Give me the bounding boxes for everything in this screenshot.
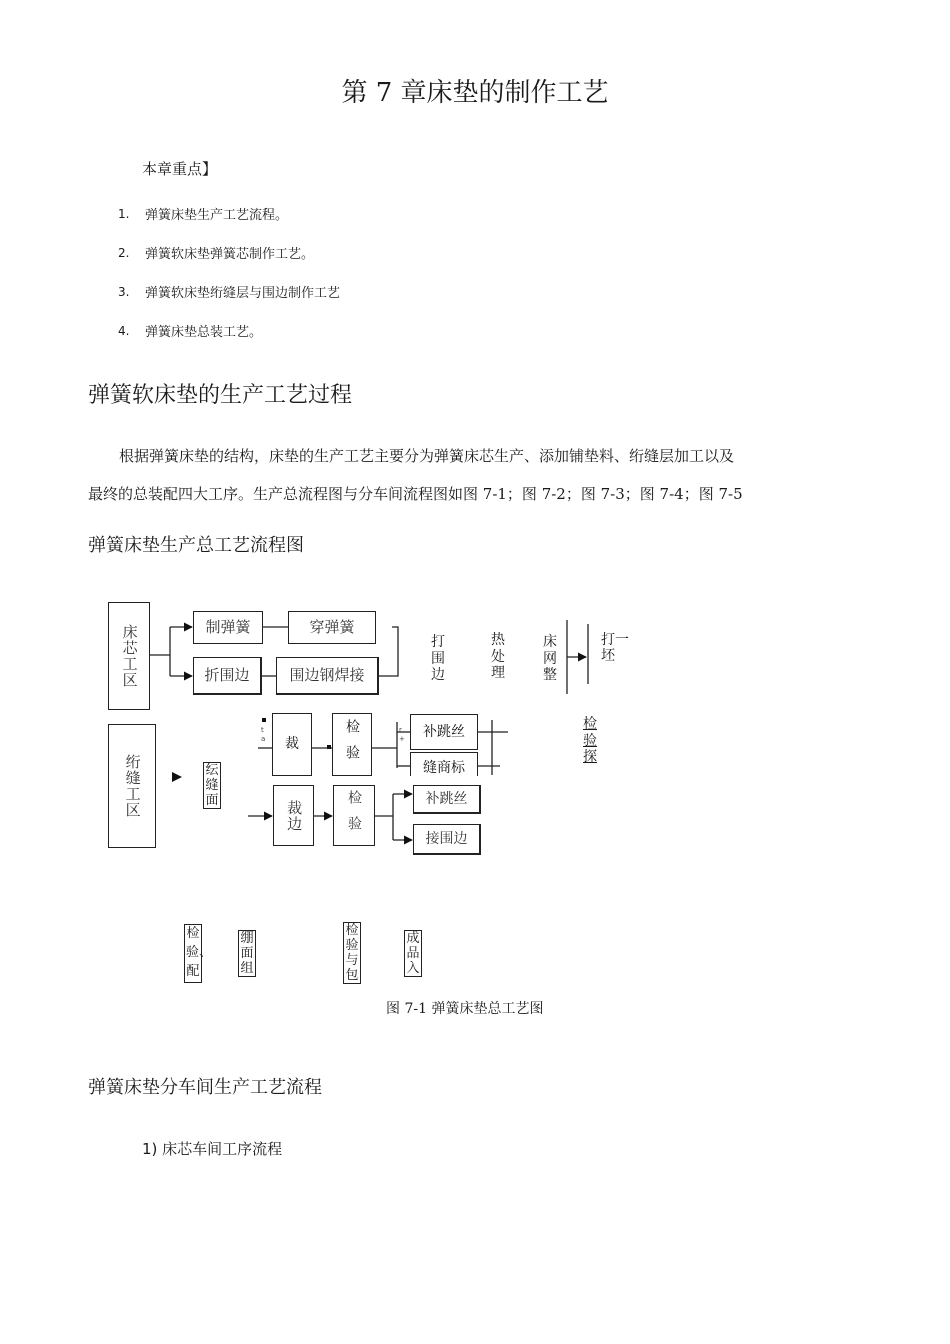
tiny-mark-a: a — [261, 735, 266, 743]
hit-one-blank-label: 打一坯 — [601, 632, 629, 665]
patch-skip-box-top: 补跳丝 — [410, 714, 478, 750]
inspect-box-bottom: 检验 — [333, 785, 375, 846]
cut-border-box: 裁边 — [273, 785, 314, 846]
section-heading: 弹簧床垫分车间生产工艺流程 — [88, 1077, 322, 1098]
tiny-mark-plus: + — [399, 735, 405, 743]
list-item: 弹簧软床垫弹簧芯制作工艺。 — [145, 247, 315, 262]
label-seam-box: 缝商标 — [410, 752, 478, 776]
body-paragraph-line: 最终的总装配四大工序。生产总流程图与分车间流程图如图 7-1；图 7-2；图 7-3；图 7-4；图 7-5 — [88, 485, 743, 503]
list-item: 弹簧软床垫绗缝层与围边制作工艺 — [145, 286, 341, 301]
figure-caption: 图 7-1 弹簧床垫总工艺图 — [386, 1001, 544, 1017]
bind-face-label: 绷面组 — [238, 930, 256, 977]
body-paragraph-line: 根据弹簧床垫的结构，床垫的生产工艺主要分为弹簧床芯生产、添加铺垫料、绗缝层加工以及 — [119, 447, 735, 465]
quilt-zone-box: 绗缝工区 — [108, 724, 156, 848]
tiny-mark-t: t — [261, 726, 264, 734]
inspect-pack-label: 检验与包 — [343, 922, 361, 984]
list-item: 弹簧床垫生产工艺流程。 — [145, 208, 289, 223]
make-spring-box: 制弹簧 — [193, 611, 263, 644]
inspect-match-label: 检验、配 — [184, 924, 202, 983]
heat-treatment-label: 热处理 — [491, 632, 505, 682]
patch-skip-box-bottom: 补跳丝 — [413, 785, 481, 814]
subsection-item: 1) 床芯车间工序流程 — [142, 1140, 283, 1158]
inspect-probe-label: 检验探 — [583, 716, 597, 766]
list-item-number: 4. — [118, 324, 130, 338]
thread-spring-box: 穿弹簧 — [288, 611, 376, 644]
inspect-box-top: 检验 — [332, 713, 372, 776]
page-title: 第 7 章床垫的制作工艺 — [341, 78, 609, 108]
tiny-mark-r: r — [399, 726, 402, 734]
core-zone-box: 床芯工区 — [108, 602, 150, 710]
quilt-face-label: 纭缝面 — [203, 762, 221, 809]
bed-net-label: 床网整 — [543, 634, 557, 684]
border-weld-box: 围边钢焊接 — [276, 657, 379, 695]
cut-box-top: 裁 — [272, 713, 312, 776]
list-item-number: 3. — [118, 285, 130, 299]
list-item: 弹簧床垫总装工艺。 — [145, 325, 263, 340]
list-item-number: 2. — [118, 246, 130, 260]
chapter-focus-label: 本章重点】 — [142, 160, 218, 178]
join-border-box: 接围边 — [413, 824, 481, 855]
section-heading: 弹簧床垫生产总工艺流程图 — [88, 535, 304, 556]
fold-border-box: 折围边 — [193, 657, 262, 695]
list-item-number: 1. — [118, 207, 130, 221]
section-heading: 弹簧软床垫的生产工艺过程 — [88, 383, 353, 408]
finished-storage-label: 成品入 — [404, 930, 422, 977]
hit-border-label: 打围边 — [431, 634, 445, 684]
